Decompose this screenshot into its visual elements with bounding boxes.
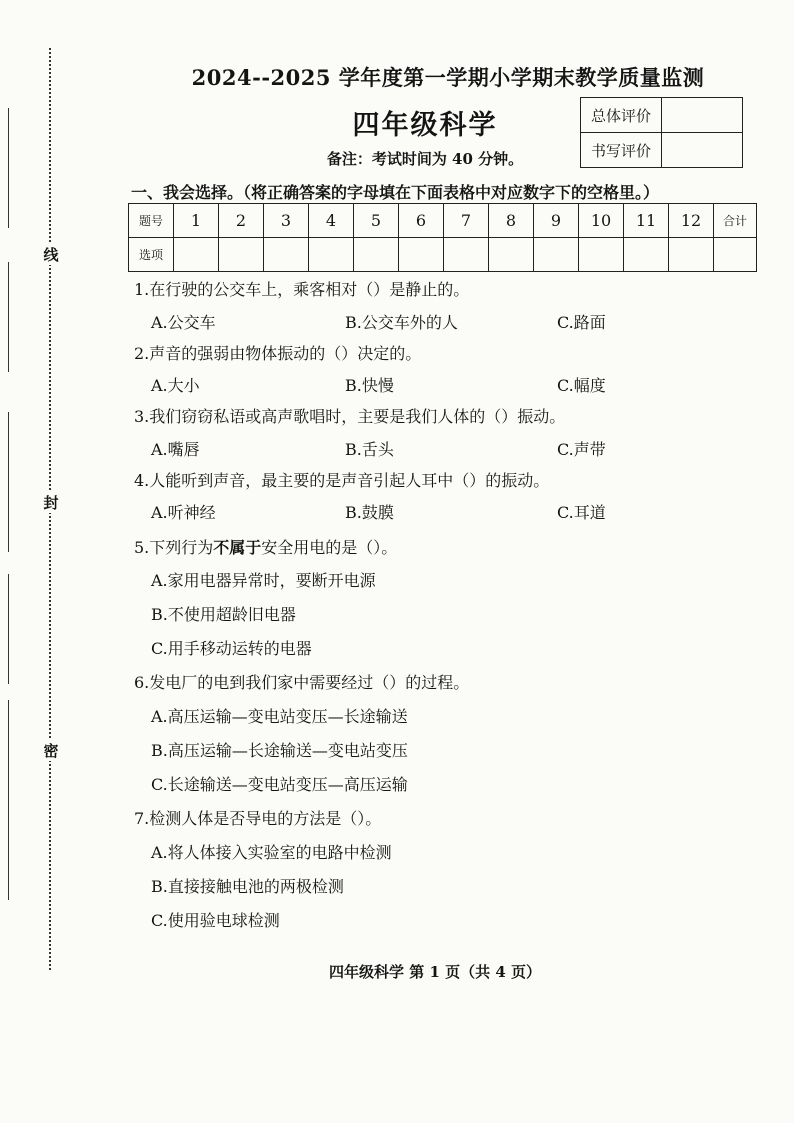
question-option: B.高压运输—长途输送—变电站变压: [151, 741, 408, 760]
question-stem: 4.人能听到声音，最主要的是声音引起人耳中（）的振动。: [134, 471, 550, 490]
edge-fill-line: [8, 700, 9, 900]
question-option: A.家用电器异常时，要断开电源: [151, 571, 376, 590]
answer-cell[interactable]: [444, 238, 489, 272]
answer-total-cell[interactable]: [714, 238, 757, 272]
question-option: A.嘴唇: [151, 440, 200, 459]
question-number-cell: 4: [309, 204, 354, 238]
question-number-cell: 3: [264, 204, 309, 238]
question-number-cell: 12: [669, 204, 714, 238]
question-option: B.直接接触电池的两极检测: [151, 877, 344, 896]
question-number-cell: 7: [444, 204, 489, 238]
answer-cell[interactable]: [669, 238, 714, 272]
evaluation-row: [581, 133, 743, 168]
exam-note: 备注：考试时间为 40 分钟。: [326, 150, 524, 168]
question-stem: 1.在行驶的公交车上，乘客相对（）是静止的。: [134, 280, 470, 299]
question-option: C.长途输送—变电站变压—高压运输: [151, 775, 408, 794]
question-option: B.公交车外的人: [345, 313, 458, 332]
question-stem-part: 安全用电的是（）。: [261, 538, 398, 557]
question-option: C.使用验电球检测: [151, 911, 280, 930]
answer-table: [128, 203, 757, 272]
question-option: C.声带: [557, 440, 606, 459]
question-option: A.将人体接入实验室的电路中检测: [151, 843, 392, 862]
question-option: A.听神经: [151, 503, 216, 522]
answer-table-row-label: 选项: [129, 238, 174, 272]
evaluation-label: 书写评价: [581, 133, 662, 168]
answer-cell[interactable]: [399, 238, 444, 272]
edge-fill-line: [8, 412, 9, 552]
question-option: A.公交车: [151, 313, 216, 332]
answer-table-number-row: [129, 204, 757, 238]
question-option: C.耳道: [557, 503, 606, 522]
question-number-cell: 8: [489, 204, 534, 238]
question-option: C.幅度: [557, 376, 606, 395]
answer-table-row-label: 题号: [129, 204, 174, 238]
question-stem: 3.我们窃窃私语或高声歌唱时，主要是我们人体的（）振动。: [134, 407, 566, 426]
evaluation-value-field[interactable]: [662, 133, 743, 168]
answer-cell[interactable]: [309, 238, 354, 272]
edge-fill-line: [8, 108, 9, 228]
question-option: C.用手移动运转的电器: [151, 639, 312, 658]
answer-cell[interactable]: [219, 238, 264, 272]
section-heading: 一、我会选择。（将正确答案的字母填在下面表格中对应数字下的空格里。）: [131, 183, 660, 202]
evaluation-value-field[interactable]: [662, 98, 743, 133]
question-stem-part: 5.下列行为: [134, 538, 214, 557]
evaluation-table: [580, 97, 743, 168]
page-footer: 四年级科学 第 1 页（共 4 页）: [329, 963, 541, 981]
edge-fill-line: [8, 574, 9, 684]
answer-cell[interactable]: [174, 238, 219, 272]
binding-label-line: 线: [43, 246, 59, 264]
binding-label-secret: 密: [43, 742, 59, 760]
question-option: B.快慢: [345, 376, 394, 395]
question-option: C.路面: [557, 313, 606, 332]
question-number-cell: 6: [399, 204, 444, 238]
question-number-cell: 5: [354, 204, 399, 238]
question-number-cell: 2: [219, 204, 264, 238]
question-stem-emphasis: 不属于: [213, 538, 262, 557]
question-option: A.高压运输—变电站变压—长途输送: [151, 707, 408, 726]
question-option: B.舌头: [345, 440, 394, 459]
answer-cell[interactable]: [624, 238, 669, 272]
evaluation-label: 总体评价: [581, 98, 662, 133]
exam-title: 2024--2025 学年度第一学期小学期末教学质量监测: [191, 65, 705, 90]
question-option: B.鼓膜: [345, 503, 394, 522]
answer-cell[interactable]: [264, 238, 309, 272]
answer-table-total-label: 合计: [714, 204, 757, 238]
answer-cell[interactable]: [489, 238, 534, 272]
question-stem: 6.发电厂的电到我们家中需要经过（）的过程。: [134, 673, 470, 692]
question-option: B.不使用超龄旧电器: [151, 605, 296, 624]
subject-title: 四年级科学: [352, 110, 498, 141]
answer-cell[interactable]: [534, 238, 579, 272]
edge-fill-line: [8, 262, 9, 372]
question-stem: [134, 535, 397, 558]
answer-cell[interactable]: [354, 238, 399, 272]
evaluation-row: [581, 98, 743, 133]
answer-cell[interactable]: [579, 238, 624, 272]
question-number-cell: 11: [624, 204, 669, 238]
binding-label-seal: 封: [43, 494, 59, 512]
question-stem: 2.声音的强弱由物体振动的（）决定的。: [134, 344, 422, 363]
question-stem: 7.检测人体是否导电的方法是（）。: [134, 809, 382, 828]
question-number-cell: 9: [534, 204, 579, 238]
question-number-cell: 10: [579, 204, 624, 238]
question-option: A.大小: [151, 376, 200, 395]
question-number-cell: 1: [174, 204, 219, 238]
answer-table-choice-row: [129, 238, 757, 272]
